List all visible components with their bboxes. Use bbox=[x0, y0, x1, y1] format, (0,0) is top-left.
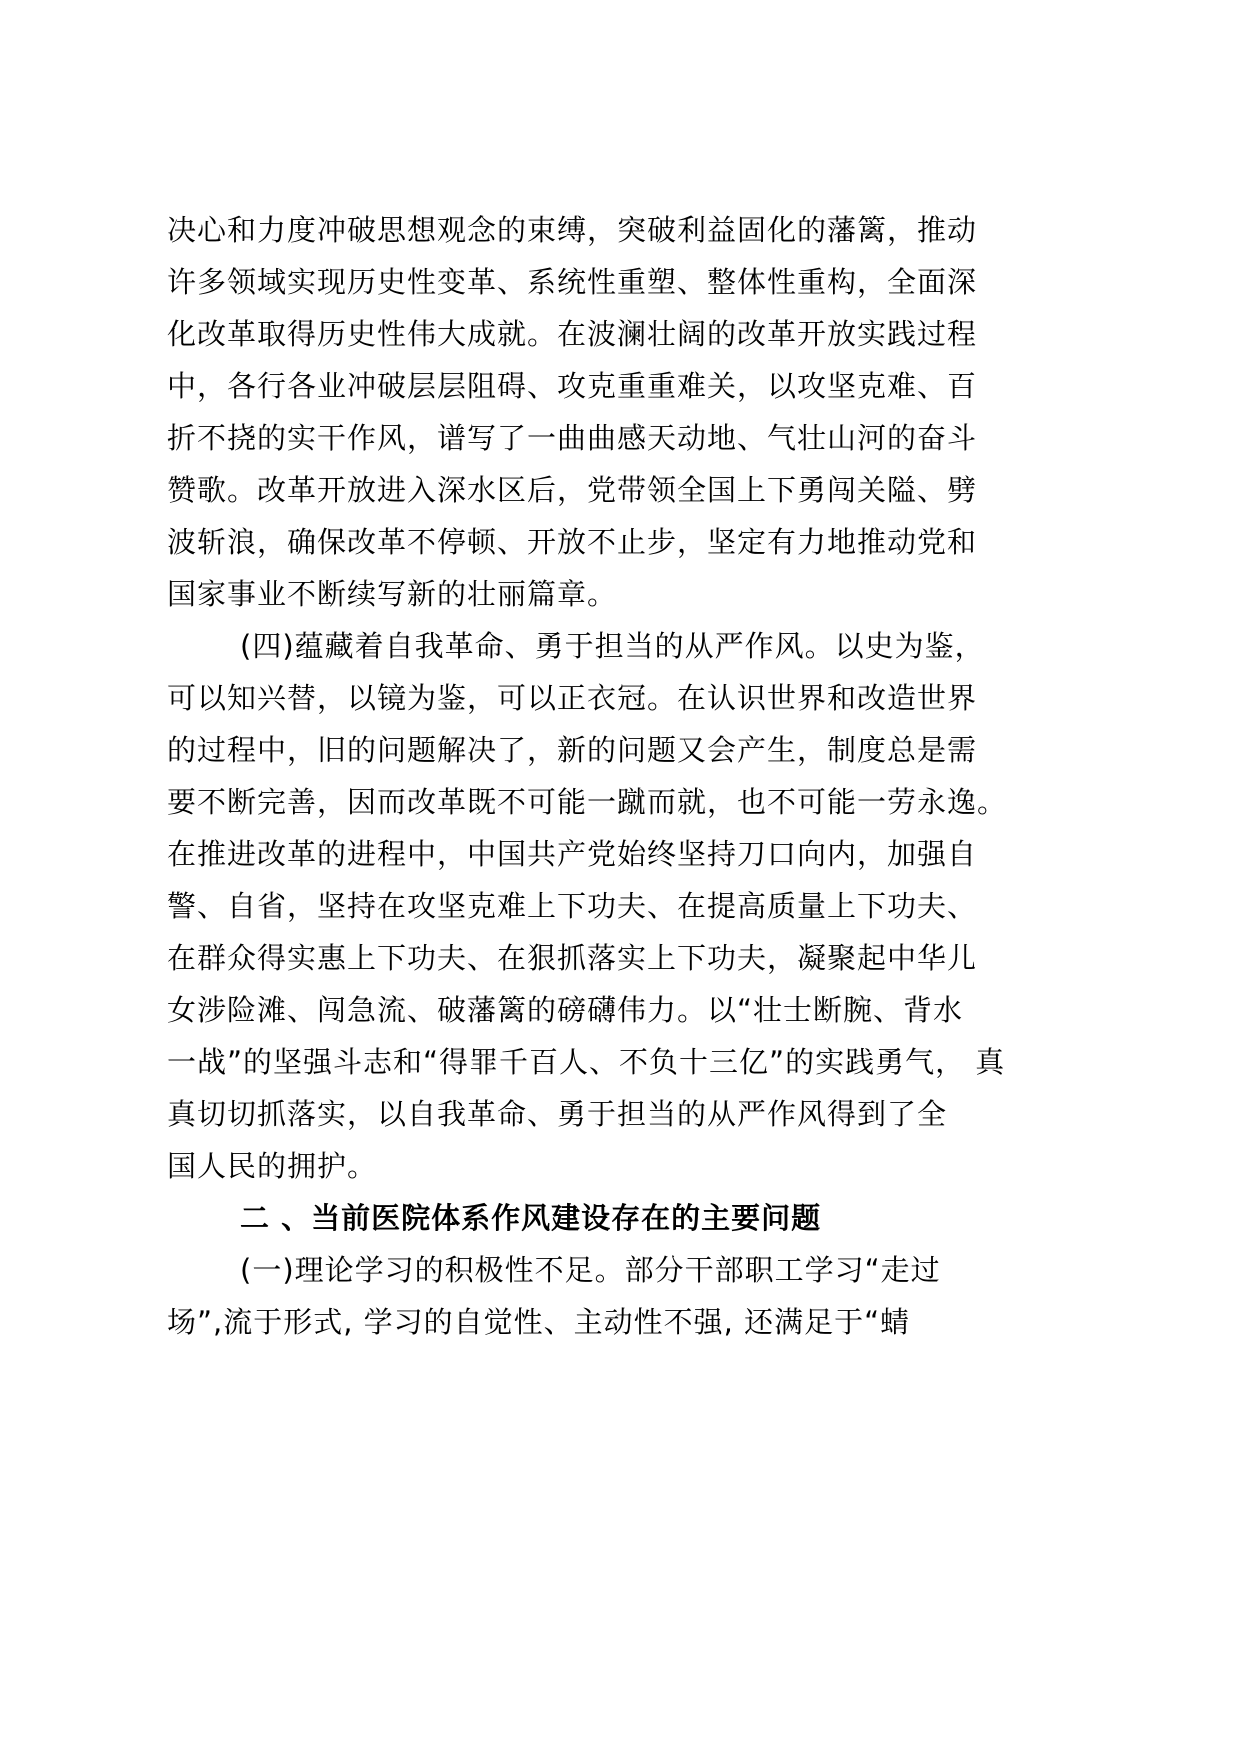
section-heading-2: 二 、当前医院体系作风建设存在的主要问题 bbox=[240, 1201, 822, 1235]
text-line-2: 许多领域实现历史性变革、系统性重塑、整体性重构，全面深 bbox=[167, 265, 978, 299]
text-line-18: 真切切抓落实，以自我革命、勇于担当的从严作风得到了全 bbox=[167, 1097, 948, 1131]
text-line-12: 要不断完善，因而改革既不可能一蹴而就，也不可能一劳永逸。 bbox=[167, 785, 1008, 819]
text-line-15: 在群众得实惠上下功夫、在狠抓落实上下功夫，凝聚起中华儿 bbox=[167, 941, 978, 975]
subsection-heading-4: (四)蕴藏着自我革命、勇于担当的从严作风。以史为鉴， bbox=[240, 629, 985, 663]
text-line-16: 女涉险滩、闯急流、破藩篱的磅礴伟力。以“壮士断腕、背水 bbox=[167, 993, 964, 1027]
text-line-5: 折不挠的实干作风，谱写了一曲曲感天动地、气壮山河的奋斗 bbox=[167, 421, 978, 455]
text-line-14: 警、自省，坚持在攻坚克难上下功夫、在提高质量上下功夫、 bbox=[167, 889, 978, 923]
text-line-8: 国家事业不断续写新的壮丽篇章。 bbox=[167, 577, 618, 611]
subsection-heading-1: (一)理论学习的积极性不足。部分干部职工学习“走过 bbox=[240, 1253, 941, 1287]
text-line-22: 场”,流于形式, 学习的自觉性、主动性不强, 还满足于“蜻 bbox=[167, 1305, 911, 1339]
text-line-6: 赞歌。改革开放进入深水区后，党带领全国上下勇闯关隘、劈 bbox=[167, 473, 978, 507]
text-line-11: 的过程中，旧的问题解决了，新的问题又会产生，制度总是需 bbox=[167, 733, 978, 767]
text-line-19: 国人民的拥护。 bbox=[167, 1149, 378, 1183]
text-line-17: 一战”的坚强斗志和“得罪千百人、不负十三亿”的实践勇气， 真 bbox=[167, 1045, 1006, 1079]
text-line-13: 在推进改革的进程中，中国共产党始终坚持刀口向内，加强自 bbox=[167, 837, 978, 871]
text-line-1: 决心和力度冲破思想观念的束缚，突破利益固化的藩篱，推动 bbox=[167, 213, 978, 247]
text-line-10: 可以知兴替，以镜为鉴，可以正衣冠。在认识世界和改造世界 bbox=[167, 681, 978, 715]
text-line-7: 波斩浪，确保改革不停顿、开放不止步，坚定有力地推动党和 bbox=[167, 525, 978, 559]
text-line-3: 化改革取得历史性伟大成就。在波澜壮阔的改革开放实践过程 bbox=[167, 317, 978, 351]
text-line-4: 中，各行各业冲破层层阻碍、攻克重重难关，以攻坚克难、百 bbox=[167, 369, 978, 403]
